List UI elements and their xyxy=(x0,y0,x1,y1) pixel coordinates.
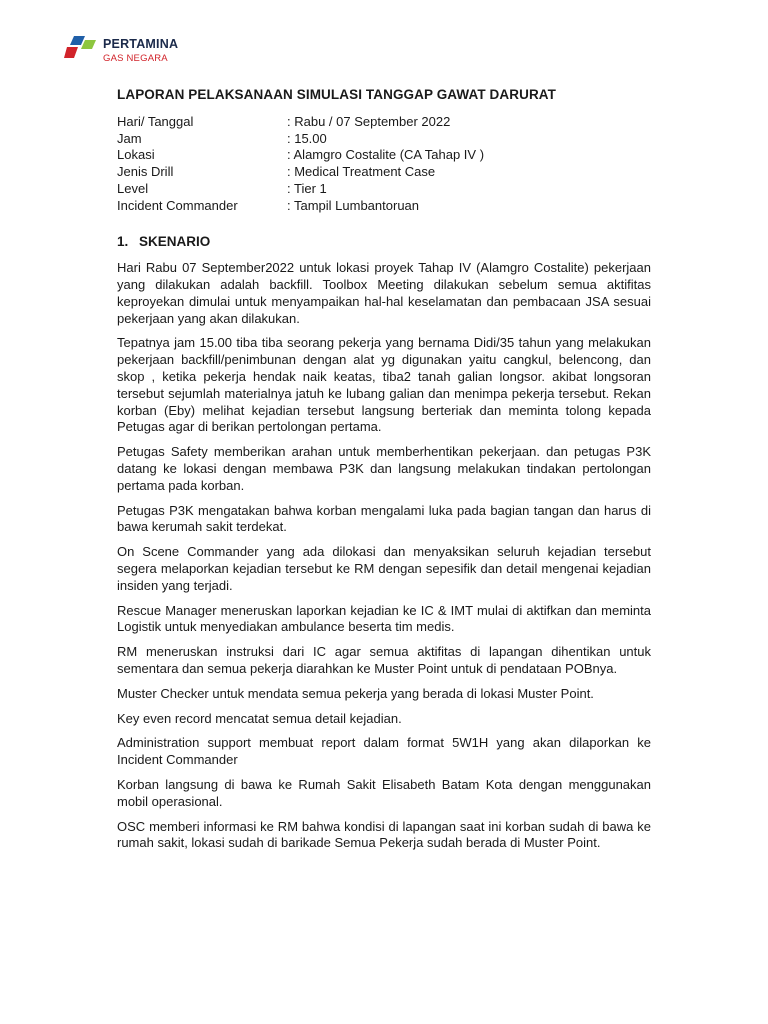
paragraph: Petugas Safety memberikan arahan untuk memberhentikan pekerjaan. dan petugas P3K datang ke lokasi dengan membawa P3K dan langsung melakukan tindakan pertolongan pertama pada korban. xyxy=(117,444,651,493)
info-row-location xyxy=(117,147,651,164)
info-value: : Tampil Lumbantoruan xyxy=(287,197,420,213)
section-number: 1. xyxy=(117,234,129,250)
paragraph: Key even record mencatat semua detail kejadian. xyxy=(117,710,402,726)
info-label: Jam xyxy=(117,130,142,146)
info-row-time xyxy=(117,131,651,148)
paragraph: Administration support membuat report dalam format 5W1H yang akan dilaporkan ke Incident Commander xyxy=(117,735,651,768)
pertamina-logo-icon xyxy=(64,34,98,60)
logo-brand-text: PERTAMINA xyxy=(103,37,179,51)
info-row-date xyxy=(117,114,651,131)
paragraph: Tepatnya jam 15.00 tiba tiba seorang pekerja yang bernama Didi/35 tahun yang melakukan pekerjaan backfill/penimbunan dengan alat yg digunakan yaitu cangkul, belencong, dan skop , ketika pekerja hendak naik keatas, tiba2 tanah galian longsor. akibat longsoran tersebut sejumlah materialnya jatuh ke lubang galian dan menimpa pekerja tersebut. Rekan korban (Eby) melihat kejadian tersebut langsung berteriak dan meminta tolong kepada Petugas agar di berikan pertolongan pertama. xyxy=(117,335,651,435)
logo-subtitle-text: GAS NEGARA xyxy=(103,53,168,64)
paragraph: On Scene Commander yang ada dilokasi dan menyaksikan seluruh kejadian tersebut segera melaporkan kejadian tersebut ke RM dengan sepesifik dan detail mengenai kejadian insiden yang terjadi. xyxy=(117,544,651,593)
report-title: LAPORAN PELAKSANAAN SIMULASI TANGGAP GAWAT DARURAT xyxy=(117,87,556,102)
info-label: Hari/ Tanggal xyxy=(117,114,194,129)
info-value: : 15.00 xyxy=(287,130,327,146)
info-value: : Alamgro Costalite (CA Tahap IV ) xyxy=(287,147,485,163)
section-heading xyxy=(117,233,651,250)
paragraph: Hari Rabu 07 September2022 untuk lokasi proyek Tahap IV (Alamgro Costalite) pekerjaan yang dilakukan adalah backfill. Toolbox Meeting dilakukan sebelum semua aktifitas keproyekan dimulai untuk menyampaikan hal-hal keselamatan dan pembacaan JSA sesuai pekerjaan yang akan dilakukan. xyxy=(117,260,651,326)
paragraph: Petugas P3K mengatakan bahwa korban mengalami luka pada bagian tangan dan harus di bawa kerumah sakit terdekat. xyxy=(117,502,651,535)
info-value: : Tier 1 xyxy=(287,180,327,196)
paragraph: Rescue Manager meneruskan laporkan kejadian ke IC & IMT mulai di aktifkan dan meminta Logistik untuk menyediakan ambulance beserta tim medis. xyxy=(117,602,651,635)
company-logo xyxy=(64,34,178,64)
section-title: SKENARIO xyxy=(139,234,211,250)
paragraph: Muster Checker untuk mendata semua pekerja yang berada di lokasi Muster Point. xyxy=(117,685,594,701)
paragraph: RM meneruskan instruksi dari IC agar semua aktifitas di lapangan dihentikan untuk sementara dan semua pekerja diarahkan ke Muster Point untuk di pendataan POBnya. xyxy=(117,644,651,676)
info-label: Level xyxy=(117,180,149,196)
report-info-table xyxy=(117,114,651,214)
info-value: : Rabu / 07 September 2022 xyxy=(287,114,451,129)
paragraph: Korban langsung di bawa ke Rumah Sakit Elisabeth Batam Kota dengan menggunakan mobil operasional. xyxy=(117,776,651,809)
info-value: : Medical Treatment Case xyxy=(287,164,436,180)
info-row-incident-commander xyxy=(117,198,651,215)
report-page xyxy=(117,86,651,860)
info-label: Lokasi xyxy=(117,147,155,163)
info-row-level xyxy=(117,181,651,198)
info-label: Jenis Drill xyxy=(117,164,174,180)
info-row-drill-type xyxy=(117,164,651,181)
scenario-body xyxy=(117,260,651,852)
info-label: Incident Commander xyxy=(117,197,238,213)
paragraph: OSC memberi informasi ke RM bahwa kondisi di lapangan saat ini korban sudah di bawa ke rumah sakit, lokasi sudah di barikade Semua Pekerja sudah berada di Muster Point. xyxy=(117,818,651,851)
